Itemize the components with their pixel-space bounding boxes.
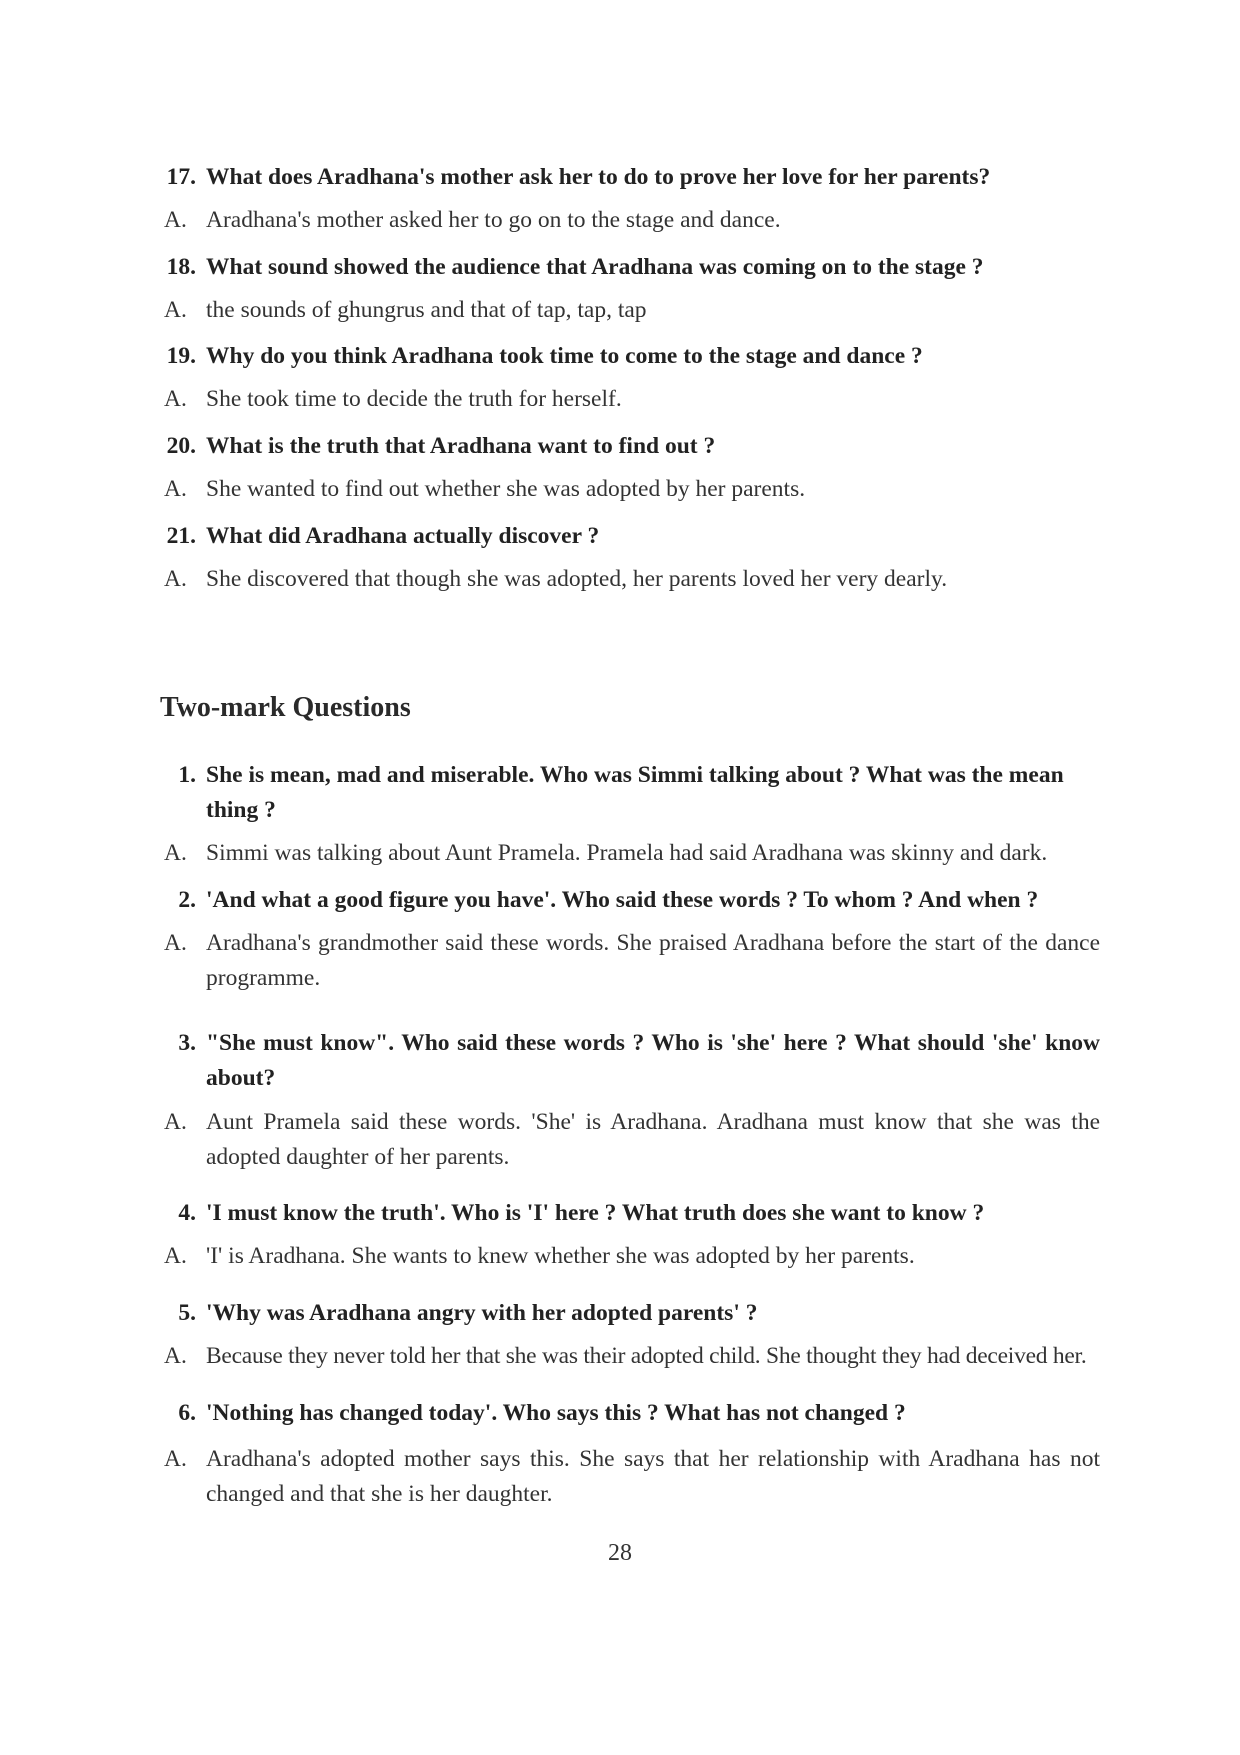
question-text: What is the truth that Aradhana want to find out ? <box>206 433 716 459</box>
two-mark-answer-6 <box>150 1442 1100 1512</box>
two-mark-question-2 <box>150 883 1100 918</box>
answer-label: A. <box>164 1243 187 1269</box>
answer-text: She took time to decide the truth for herself. <box>206 386 622 412</box>
answer-20 <box>150 472 1100 507</box>
answer-label: A. <box>164 1343 187 1369</box>
answer-row <box>150 472 1100 507</box>
question-row <box>150 429 1100 464</box>
question-text: Why do you think Aradhana took time to come to the stage and dance ? <box>206 343 923 369</box>
question-row <box>150 1196 1100 1231</box>
question-row <box>150 519 1100 554</box>
answer-text: the sounds of ghungrus and that of tap, tap, tap <box>206 297 647 323</box>
answer-row <box>150 836 1100 871</box>
question-21 <box>150 519 1100 554</box>
question-number: 20. <box>166 433 196 459</box>
answer-row <box>150 382 1100 417</box>
answer-label: A. <box>164 840 187 866</box>
two-mark-answer-4 <box>150 1239 1100 1274</box>
two-mark-question-3 <box>150 1026 1100 1096</box>
question-row <box>150 758 1100 828</box>
answer-label: A. <box>164 1109 187 1135</box>
answer-text: 'I' is Aradhana. She wants to knew whether she was adopted by her parents. <box>206 1243 915 1269</box>
answer-row <box>150 293 1100 328</box>
question-row <box>150 1396 1100 1431</box>
answer-row <box>150 562 1100 597</box>
answer-label: A. <box>164 930 187 956</box>
two-mark-answer-3 <box>150 1105 1100 1175</box>
two-mark-question-5 <box>150 1296 1100 1331</box>
answer-text: Aradhana's grandmother said these words. She praised Aradhana before the start of the dance programme. <box>206 930 1100 991</box>
question-row <box>150 160 1100 195</box>
answer-label: A. <box>164 476 187 502</box>
answer-text: She discovered that though she was adopted, her parents loved her very dearly. <box>206 566 948 592</box>
answer-label: A. <box>164 207 187 233</box>
answer-row <box>150 203 1100 238</box>
question-number: 19. <box>166 343 196 369</box>
answer-row <box>150 926 1100 996</box>
question-row <box>150 1296 1100 1331</box>
two-mark-question-6 <box>150 1396 1100 1431</box>
question-17 <box>150 160 1100 195</box>
answer-label: A. <box>164 1446 187 1472</box>
answer-row <box>150 1239 1100 1274</box>
question-row <box>150 883 1100 918</box>
question-text: "She must know". Who said these words ? Who is 'she' here ? What should 'she' know about? <box>206 1030 1100 1091</box>
question-text: 'Nothing has changed today'. Who says this ? What has not changed ? <box>206 1400 906 1426</box>
question-number: 6. <box>178 1400 196 1426</box>
answer-text: Because they never told her that she was their adopted child. She thought they had deceived her. <box>206 1343 1087 1369</box>
answer-17 <box>150 203 1100 238</box>
question-number: 1. <box>178 762 196 788</box>
two-mark-answer-5 <box>150 1339 1100 1374</box>
question-row <box>150 339 1100 374</box>
question-number: 2. <box>178 887 196 913</box>
answer-label: A. <box>164 566 187 592</box>
question-number: 4. <box>178 1200 196 1226</box>
question-text: What does Aradhana's mother ask her to do to prove her love for her parents? <box>206 164 991 190</box>
question-19 <box>150 339 1100 374</box>
question-text: 'I must know the truth'. Who is 'I' here ? What truth does she want to know ? <box>206 1200 985 1226</box>
answer-text: Aradhana's mother asked her to go on to the stage and dance. <box>206 207 781 233</box>
question-text: What did Aradhana actually discover ? <box>206 523 600 549</box>
answer-text: Aunt Pramela said these words. 'She' is Aradhana. Aradhana must know that she was the adopted daughter of her parents. <box>206 1109 1100 1170</box>
question-number: 5. <box>178 1300 196 1326</box>
question-number: 21. <box>166 523 196 549</box>
answer-text: Aradhana's adopted mother says this. She says that her relationship with Aradhana has not changed and that she is her daughter. <box>206 1446 1100 1507</box>
answer-18 <box>150 293 1100 328</box>
answer-21 <box>150 562 1100 597</box>
answer-text: She wanted to find out whether she was adopted by her parents. <box>206 476 806 502</box>
answer-19 <box>150 382 1100 417</box>
question-row <box>150 250 1100 285</box>
answer-label: A. <box>164 386 187 412</box>
question-18 <box>150 250 1100 285</box>
question-text: She is mean, mad and miserable. Who was Simmi talking about ? What was the mean thing ? <box>206 762 1064 823</box>
two-mark-answer-2 <box>150 926 1100 996</box>
answer-row <box>150 1105 1100 1175</box>
question-20 <box>150 429 1100 464</box>
answer-label: A. <box>164 297 187 323</box>
question-text: 'Why was Aradhana angry with her adopted parents' ? <box>206 1300 758 1326</box>
two-mark-question-4 <box>150 1196 1100 1231</box>
two-mark-question-1 <box>150 758 1100 828</box>
page-number: 28 <box>608 1540 632 1566</box>
question-text: 'And what a good figure you have'. Who said these words ? To whom ? And when ? <box>206 887 1039 913</box>
question-number: 17. <box>166 164 196 190</box>
question-text: What sound showed the audience that Aradhana was coming on to the stage ? <box>206 254 984 280</box>
answer-row <box>150 1339 1100 1374</box>
answer-row <box>150 1442 1100 1512</box>
question-row <box>150 1026 1100 1096</box>
section-heading: Two-mark Questions <box>160 692 411 723</box>
two-mark-answer-1 <box>150 836 1100 871</box>
question-number: 3. <box>178 1030 196 1056</box>
answer-text: Simmi was talking about Aunt Pramela. Pramela had said Aradhana was skinny and dark. <box>206 840 1048 866</box>
question-number: 18. <box>166 254 196 280</box>
